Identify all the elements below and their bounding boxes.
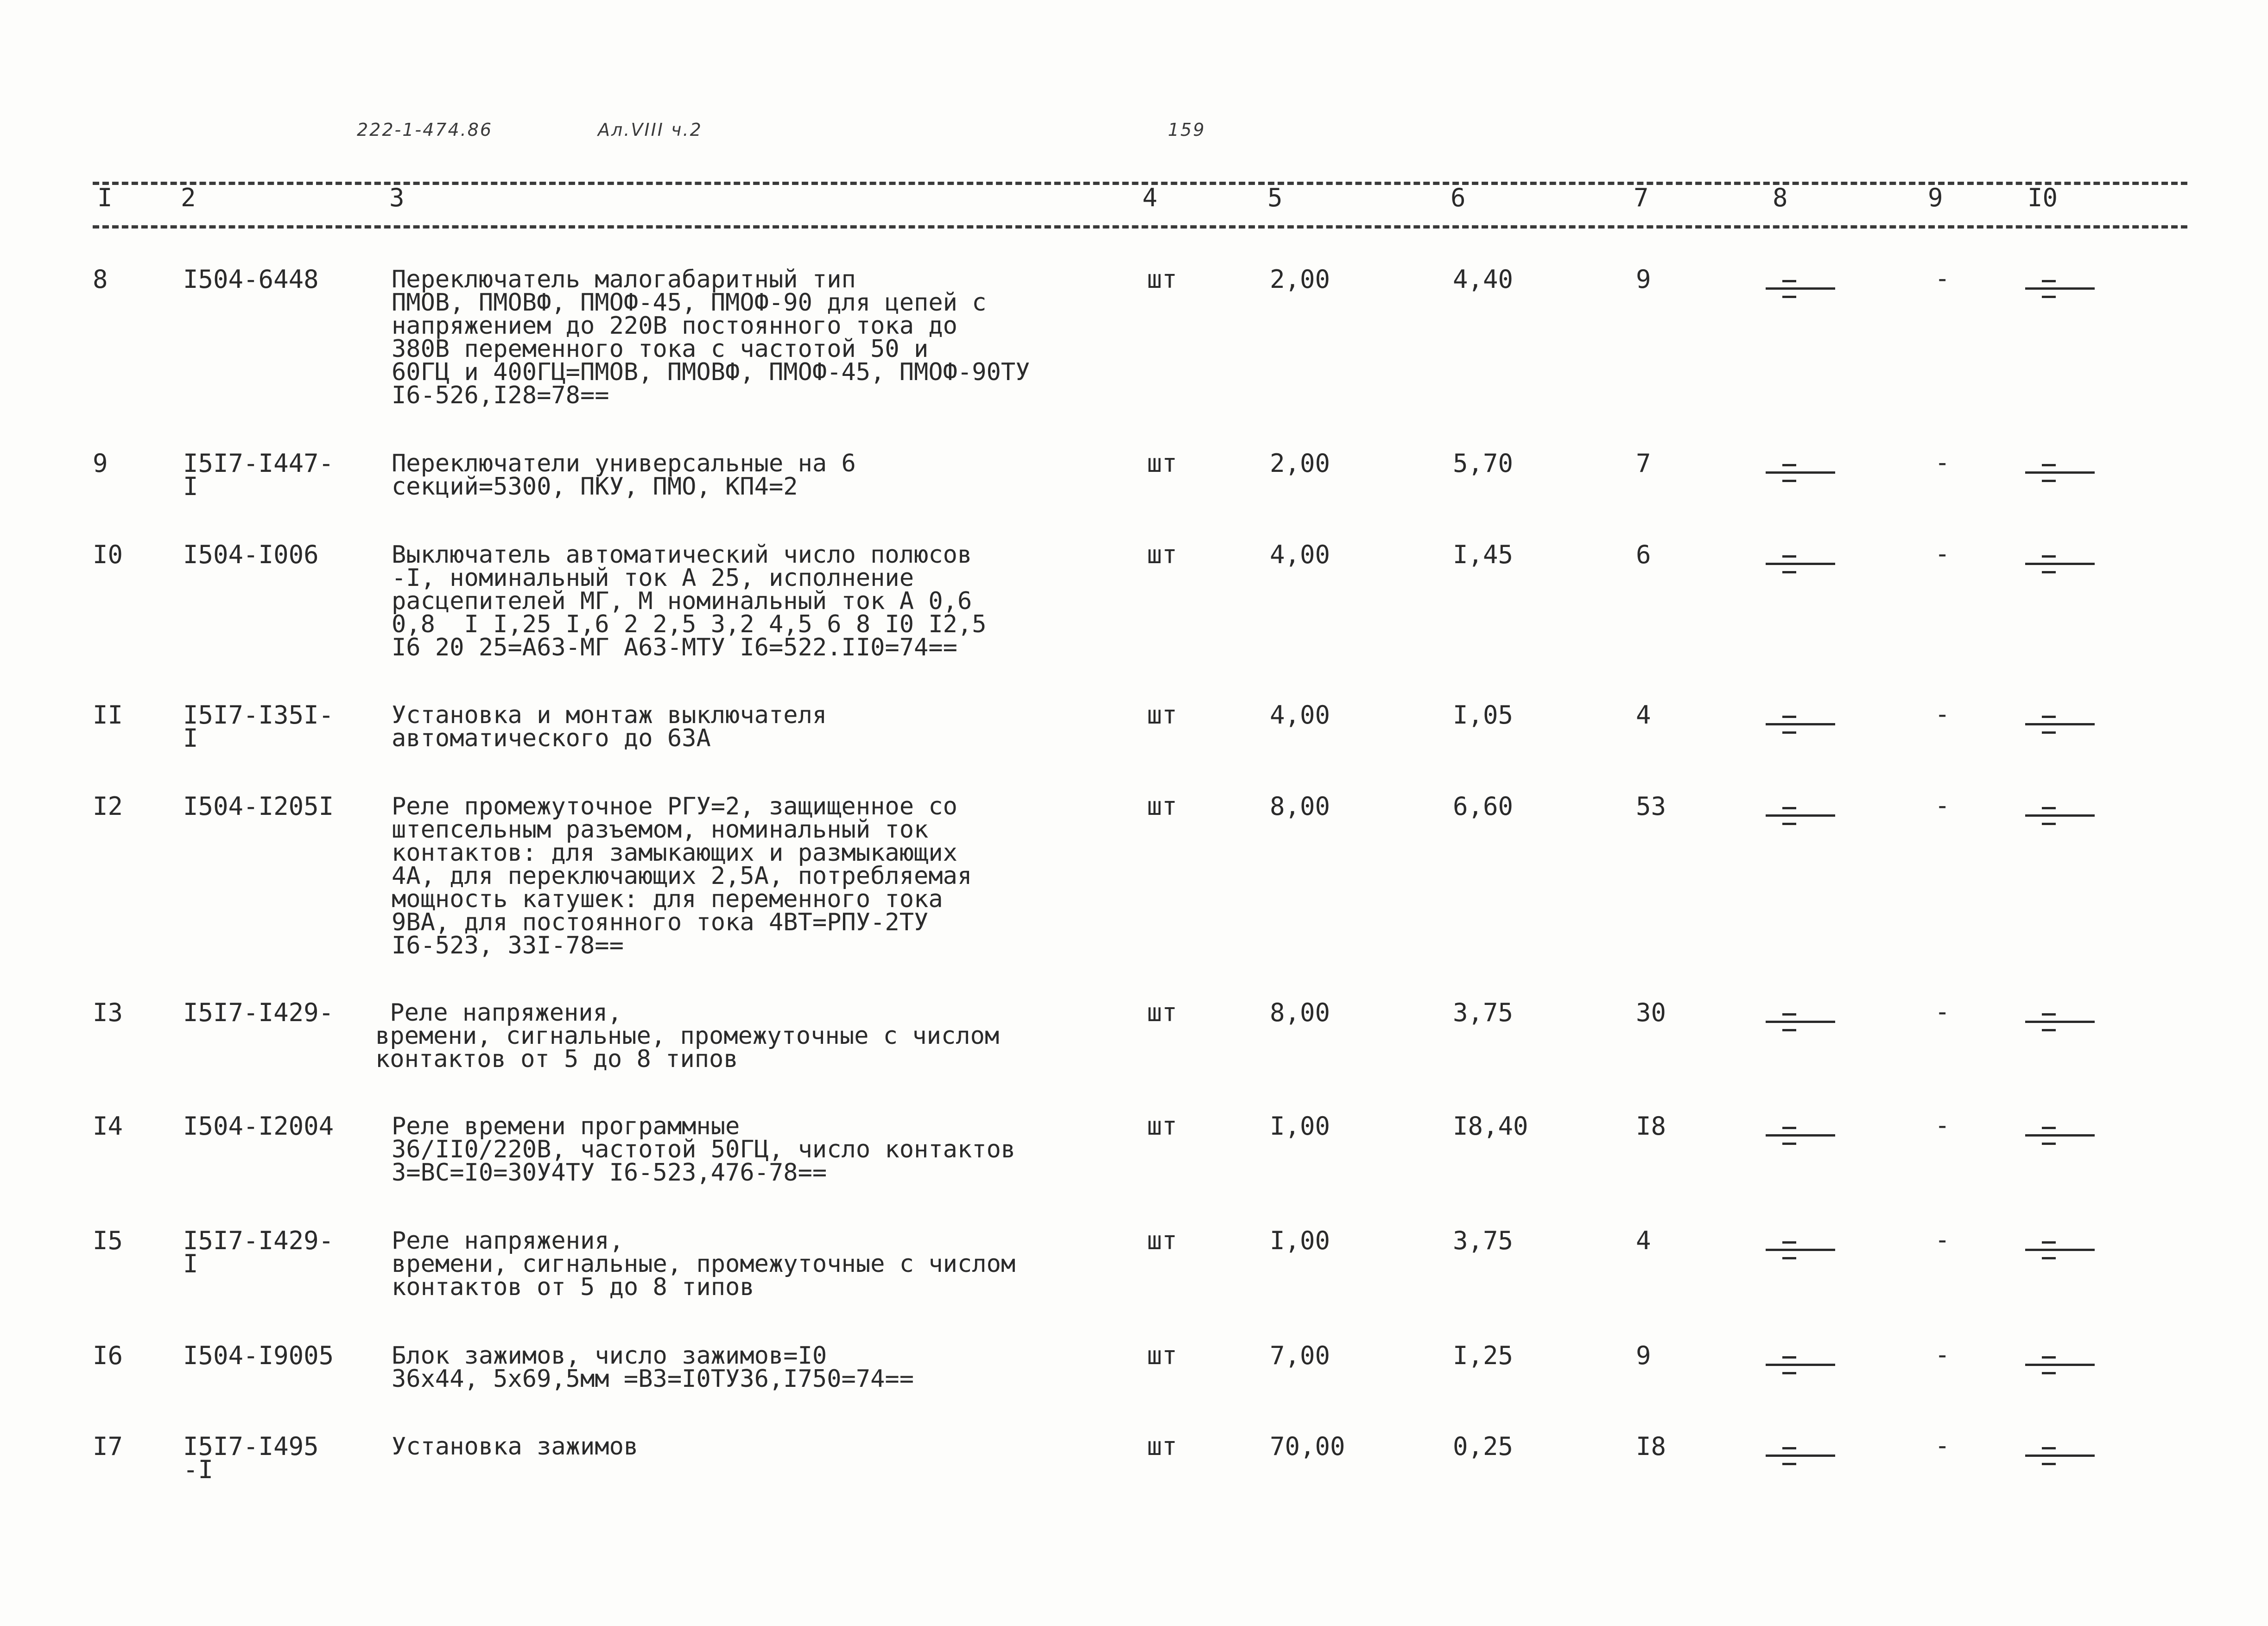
item-description: Переключатель малогабаритный тип ПМОВ, ПМОВФ, ПМОФ-45, ПМОФ-90 для цепей с напряжением до 220В постоянного тока до 380В переменного тока с частотой 50 и 60ГЦ и 400ГЦ=ПМОВ, ПМОВФ, ПМОФ-45, ПМОФ-90ТУ I6-526,I28=78== [392, 266, 1030, 409]
column-8-mark [1766, 710, 1835, 738]
unit-of-measure: шт [1147, 540, 1178, 569]
column-7-value: 4 [1636, 1226, 1651, 1255]
column-9-dash: - [1935, 791, 1950, 820]
item-code: I504-6448 [183, 265, 319, 294]
unit-of-measure: шт [1147, 449, 1178, 478]
column-10-mark [2025, 274, 2095, 302]
item-description: Установка зажимов [392, 1433, 639, 1461]
quantity: 4,00 [1270, 700, 1330, 730]
unit-of-measure: шт [1147, 792, 1178, 821]
column-header: 2 [181, 183, 196, 212]
row-number: I4 [93, 1112, 123, 1141]
quantity: I,00 [1270, 1112, 1330, 1141]
item-code: I504-I9005 [183, 1341, 334, 1370]
column-9-dash: - [1935, 448, 1950, 477]
column-9-dash: - [1935, 1111, 1950, 1140]
column-9-dash: - [1935, 1225, 1950, 1254]
column-9-dash: - [1935, 1340, 1950, 1369]
unit-of-measure: шт [1147, 1341, 1178, 1370]
quantity: 2,00 [1270, 265, 1330, 294]
quantity: I,00 [1270, 1226, 1330, 1255]
column-header: 5 [1267, 183, 1283, 212]
item-description: Реле напряжения, времени, сигнальные, промежуточные с числом контактов от 5 до 8 типов [392, 1227, 1016, 1301]
item-code: I504-I2004 [183, 1112, 334, 1141]
column-10-mark [2025, 1442, 2095, 1469]
column-8-mark [1766, 1442, 1835, 1469]
unit-price: 5,70 [1453, 449, 1514, 478]
unit-price: 3,75 [1453, 998, 1514, 1027]
unit-of-measure: шт [1147, 1432, 1178, 1461]
column-10-mark [2025, 710, 2095, 738]
column-8-mark [1766, 550, 1835, 578]
column-9-dash: - [1935, 997, 1950, 1026]
item-code: I504-I006 [183, 540, 319, 569]
column-7-value: 9 [1636, 1341, 1651, 1370]
row-number: I5 [93, 1226, 123, 1255]
unit-price: I,45 [1453, 540, 1514, 569]
unit-price: 3,75 [1453, 1226, 1514, 1255]
item-code: I504-I205I [183, 792, 334, 821]
item-code: I5I7-I495 -I [183, 1432, 319, 1484]
column-8-mark [1766, 1236, 1835, 1264]
item-description: Реле времени программные 36/II0/220В, частотой 50ГЦ, число контактов 3=ВС=I0=30У4ТУ I6-523,476-78== [392, 1112, 1016, 1187]
row-number: 9 [93, 449, 108, 478]
column-header: 8 [1773, 183, 1788, 212]
column-header: 3 [389, 183, 405, 212]
column-8-mark [1766, 1351, 1835, 1378]
column-10-mark [2025, 550, 2095, 578]
item-code: I5I7-I447- I [183, 449, 334, 501]
column-header: 4 [1142, 183, 1158, 212]
column-header: 6 [1451, 183, 1466, 212]
item-code: I5I7-I35I- I [183, 700, 334, 753]
column-9-dash: - [1935, 699, 1950, 729]
column-7-value: 30 [1636, 998, 1666, 1027]
column-8-mark [1766, 801, 1835, 829]
column-10-mark [2025, 1008, 2095, 1035]
column-9-dash: - [1935, 1431, 1950, 1460]
column-7-value: I8 [1636, 1112, 1666, 1141]
row-number: II [93, 700, 123, 730]
quantity: 7,00 [1270, 1341, 1330, 1370]
column-header: I [97, 183, 113, 212]
quantity: 2,00 [1270, 449, 1330, 478]
unit-price: 0,25 [1453, 1432, 1514, 1461]
row-number: I0 [93, 540, 123, 569]
unit-price: 6,60 [1453, 792, 1514, 821]
header-top-divider [93, 182, 2187, 185]
column-9-dash: - [1935, 264, 1950, 293]
item-code: I5I7-I429- [183, 998, 334, 1027]
column-10-mark [2025, 1121, 2095, 1149]
album-reference: Ал.VIII ч.2 [598, 120, 703, 140]
column-9-dash: - [1935, 539, 1950, 568]
column-10-mark [2025, 458, 2095, 486]
item-code: I5I7-I429- I [183, 1226, 334, 1278]
column-8-mark [1766, 1121, 1835, 1149]
column-8-mark [1766, 274, 1835, 302]
column-8-mark [1766, 1008, 1835, 1035]
column-10-mark [2025, 801, 2095, 829]
quantity: 4,00 [1270, 540, 1330, 569]
page-number: 159 [1168, 120, 1206, 140]
row-number: 8 [93, 265, 108, 294]
column-header: I0 [2027, 183, 2058, 212]
item-description: Переключатели универсальные на 6 секций=5300, ПКУ, ПМО, КП4=2 [392, 450, 856, 501]
unit-of-measure: шт [1147, 700, 1178, 730]
item-description: Установка и монтаж выключателя автоматического до 63А [392, 701, 827, 752]
unit-price: 4,40 [1453, 265, 1514, 294]
unit-of-measure: шт [1147, 998, 1178, 1027]
column-7-value: I8 [1636, 1432, 1666, 1461]
unit-price: I,25 [1453, 1341, 1514, 1370]
unit-of-measure: шт [1147, 1112, 1178, 1141]
item-description: Выключатель автоматический число полюсов -I, номинальный ток А 25, исполнение расцепителей МГ, М номинальный ток А 0,6 0,8 I I,25 I,6 2 2,5 3,2 4,5 6 8 I0 I2,5 I6 20 25=А63-МГ А63-МТУ I6=522.II0=74== [392, 541, 987, 661]
document-code: 222-1-474.86 [357, 120, 493, 140]
unit-price: I8,40 [1453, 1112, 1528, 1141]
unit-price: I,05 [1453, 700, 1514, 730]
quantity: 8,00 [1270, 998, 1330, 1027]
row-number: I3 [93, 998, 123, 1027]
column-7-value: 53 [1636, 792, 1666, 821]
item-description: Реле напряжения, времени, сигнальные, промежуточные с числом контактов от 5 до 8 типов [375, 999, 1000, 1073]
column-header: 7 [1634, 183, 1649, 212]
column-10-mark [2025, 1236, 2095, 1264]
item-description: Блок зажимов, число зажимов=I0 36х44, 5х69,5мм =В3=I0ТУ36,I750=74== [392, 1342, 914, 1393]
row-number: I2 [93, 792, 123, 821]
unit-of-measure: шт [1147, 265, 1178, 294]
column-8-mark [1766, 458, 1835, 486]
column-7-value: 6 [1636, 540, 1651, 569]
column-7-value: 7 [1636, 449, 1651, 478]
column-10-mark [2025, 1351, 2095, 1378]
unit-of-measure: шт [1147, 1226, 1178, 1255]
quantity: 70,00 [1270, 1432, 1345, 1461]
column-header: 9 [1928, 183, 1943, 212]
column-7-value: 9 [1636, 265, 1651, 294]
row-number: I6 [93, 1341, 123, 1370]
header-bottom-divider [93, 225, 2187, 229]
quantity: 8,00 [1270, 792, 1330, 821]
item-description: Реле промежуточное РГУ=2, защищенное со штепсельным разъемом, номинальный ток контактов: для замыкающих и размыкающих 4А, для переключающих 2,5А, потребляемая мощность катушек: для переменного тока 9ВА, для постоянного тока 4ВТ=РПУ-2ТУ I6-523, 33I-78== [392, 793, 972, 959]
column-7-value: 4 [1636, 700, 1651, 730]
row-number: I7 [93, 1432, 123, 1461]
